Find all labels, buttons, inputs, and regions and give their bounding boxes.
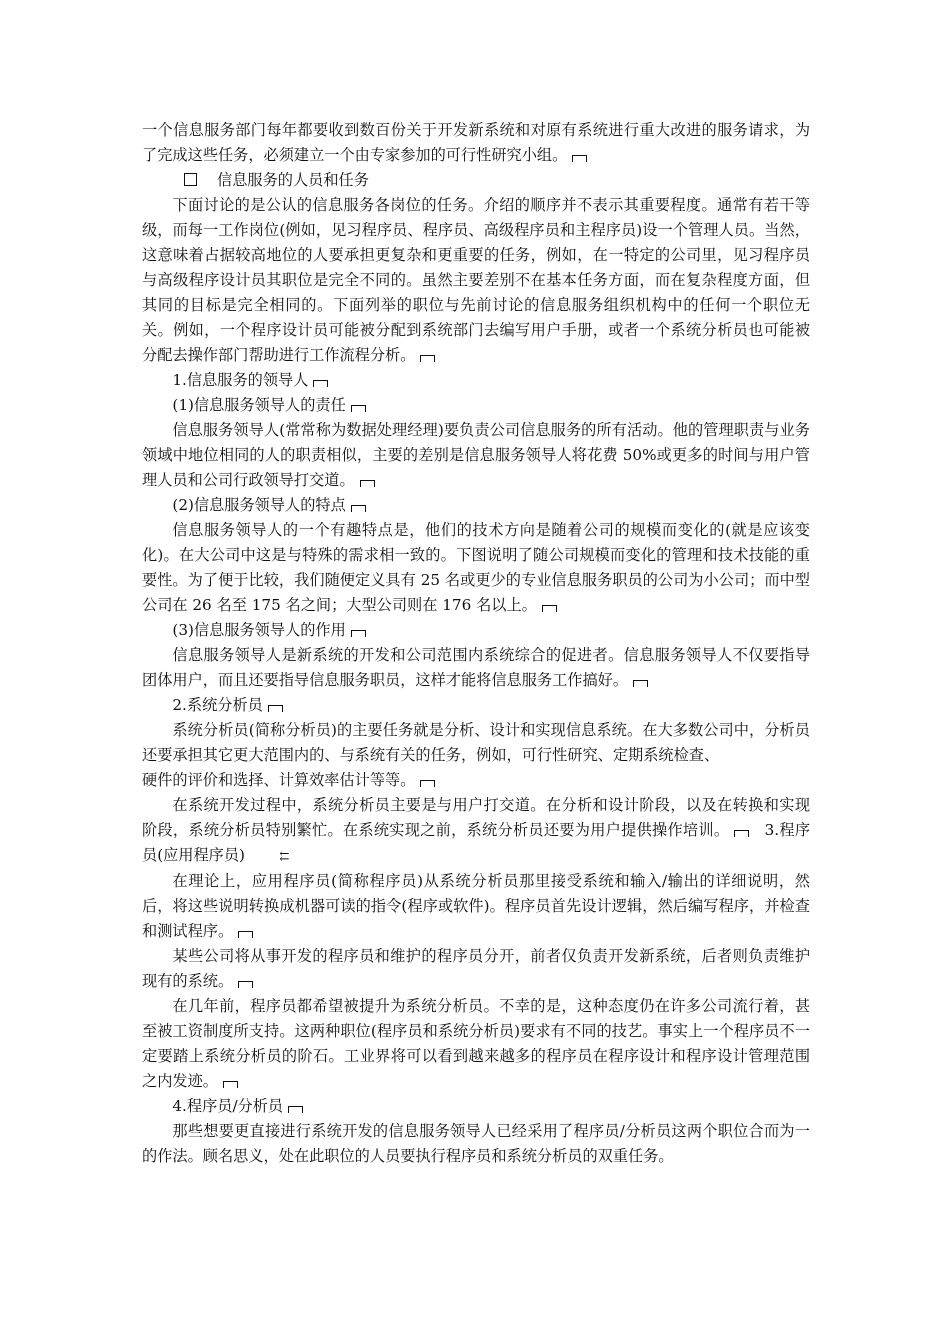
subheading-text: (3)信息服务领导人的作用: [172, 621, 346, 639]
paragraph-mark-icon: [223, 1081, 238, 1088]
paragraph-text: 硬件的评价和选择、计算效率估计等等。: [142, 771, 416, 789]
paragraph-mark-icon: [351, 630, 366, 637]
paragraph: [142, 768, 810, 793]
paragraph: [142, 643, 810, 693]
paragraph-text: 在系统开发过程中，系统分析员主要是与用户打交道。在分析和设计阶段，以及在转换和实现阶段，系统分析员特别繁忙。在系统实现之前，系统分析员还要为用户提供操作培训。: [142, 796, 810, 839]
paragraph-mark-icon: [572, 155, 587, 162]
checkbox-square-icon: [184, 173, 197, 186]
subheading: [142, 493, 810, 518]
paragraph-text: 在几年前，程序员都希望被提升为系统分析员。不幸的是，这种态度仍在许多公司流行着，甚至被工资制度所支持。这两种职位(程序员和系统分析员)要求有不同的技艺。事实上一个程序员不一定要踏上系统分析员的阶石。工业界将可以看到越来越多的程序员在程序设计和程序设计管理范围之内发迹。: [142, 997, 810, 1090]
paragraph-text: 信息服务领导人的一个有趣特点是，他们的技术方向是随着公司的规模而变化的(就是应该变化)。在大公司中这是与特殊的需求相一致的。下图说明了随公司规模而变化的管理和技术技能的重要性。为了便于比较，我们随便定义具有 25 名或更少的专业信息服务职员的公司为小公司；而中型公司在 26 名至 175 名之间；大型公司则在 176 名以上。: [142, 521, 810, 614]
paragraph: [142, 118, 810, 168]
paragraph-text: 系统分析员(简称分析员)的主要任务就是分析、设计和实现信息系统。在大多数公司中，分析员还要承担其它更大范围内的、与系统有关的任务，例如，可行性研究、定期系统检查、: [142, 721, 810, 764]
paragraph-text: 在理论上，应用程序员(简称程序员)从系统分析员那里接受系统和输入/输出的详细说明，然后，将这些说明转换成机器可读的指令(程序或软件)。程序员首先设计逻辑，然后编写程序，并检查和测试程序。: [142, 872, 810, 940]
paragraph: [142, 518, 810, 618]
subheading: [142, 693, 810, 718]
paragraph-mark-icon: [351, 405, 366, 412]
paragraph-text: 那些想要更直接进行系统开发的信息服务领导人已经采用了程序员/分析员这两个职位合而为一的作法。顾名思义，处在此职位的人员要执行程序员和系统分析员的双重任务。: [142, 1122, 810, 1165]
subheading: [142, 618, 810, 643]
paragraph-text: 信息服务领导人(常常称为数据处理经理)要负责公司信息服务的所有活动。他的管理职责与业务领域中地位相同的人的职责相似，主要的差别是信息服务领导人将花费 50%或更多的时间与用户管理人员和公司行政领导打交道。: [142, 421, 810, 489]
subheading: [142, 393, 810, 418]
paragraph-mark-icon: [420, 355, 435, 362]
paragraph: [142, 869, 810, 944]
paragraph: [142, 994, 810, 1094]
paragraph-mark-icon: [542, 605, 557, 612]
subheading: [142, 1094, 810, 1119]
subheading-text: (1)信息服务领导人的责任: [172, 396, 346, 414]
subheading-text: 2.系统分析员: [172, 696, 263, 714]
paragraph-text: 信息服务领导人是新系统的开发和公司范围内系统综合的促进者。信息服务领导人不仅要指导团体用户，而且还要指导信息服务职员，这样才能将信息服务工作搞好。: [142, 646, 810, 689]
paragraph-mark-icon: [268, 705, 283, 712]
paragraph-mark-icon: [238, 931, 253, 938]
subheading-text: 3.程序员(应用程序员): [142, 821, 811, 864]
paragraph: [142, 718, 810, 768]
document-body: [142, 118, 810, 1169]
paragraph: [142, 944, 810, 994]
paragraph-mark-icon: [238, 981, 253, 988]
subheading: [142, 368, 810, 393]
subheading-text: 1.信息服务的领导人: [172, 371, 309, 389]
paragraph-text: 某些公司将从事开发的程序员和维护的程序员分开，前者仅负责开发新系统，后者则负责维护现有的系统。: [142, 947, 810, 990]
paragraph-mark-icon: [313, 380, 328, 387]
paragraph: [142, 793, 810, 869]
paragraph: [142, 418, 810, 493]
paragraph: [142, 193, 810, 368]
section-title: 信息服务的人员和任务: [217, 171, 369, 189]
paragraph-mark-icon: [734, 830, 749, 837]
subheading-text: (2)信息服务领导人的特点: [172, 496, 346, 514]
subheading-text: 4.程序员/分析员: [172, 1097, 284, 1115]
paragraph: [142, 1119, 810, 1169]
paragraph-mark-icon: [360, 480, 375, 487]
paragraph-text: 一个信息服务部门每年都要收到数百份关于开发新系统和对原有系统进行重大改进的服务请求，为了完成这些任务，必须建立一个由专家参加的可行性研究小组。: [142, 121, 810, 164]
paragraph-text: 下面讨论的是公认的信息服务各岗位的任务。介绍的顺序并不表示其重要程度。通常有若干等级，而每一工作岗位(例如，见习程序员、程序员、高级程序员和主程序员)设一个管理人员。当然，这意味着占据较高地位的人要承担更复杂和更重要的任务，例如，在一特定的公司里，见习程序员与高级程序设计员其职位是完全不同的。虽然主要差别不在基本任务方面，而在复杂程度方面，但其同的目标是完全相同的。下面列举的职位与先前讨论的信息服务组织机构中的任何一个职位无关。例如，一个程序设计员可能被分配到系统部门去编写用户手册，或者一个系统分析员也可能被分配去操作部门帮助进行工作流程分析。: [142, 196, 810, 364]
line-break-mark-icon: ⇇: [279, 849, 290, 863]
paragraph-mark-icon: [351, 505, 366, 512]
paragraph-mark-icon: [420, 780, 435, 787]
section-heading: [142, 168, 810, 193]
paragraph-mark-icon: [633, 680, 648, 687]
paragraph-mark-icon: [288, 1106, 303, 1113]
